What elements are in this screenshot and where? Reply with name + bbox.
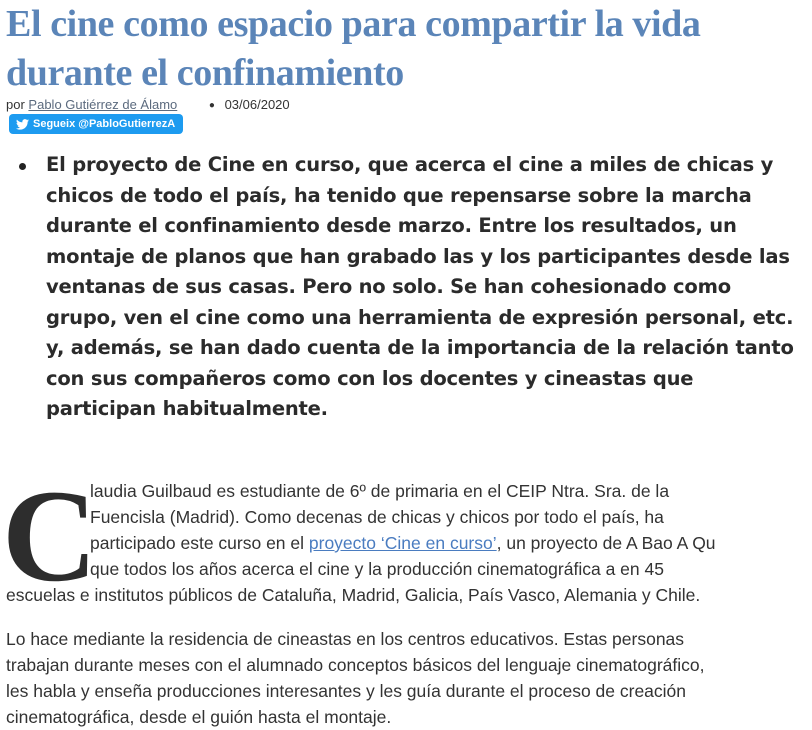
paragraph-2-line-1: Lo hace mediante la residencia de cineastas en los centros educativos. Estas personas [6,629,685,649]
paragraph-1-line-5: escuelas e institutos públicos de Cataluña, Madrid, Galicia, País Vasco, Alemania y Chile. [6,585,701,605]
summary-text: El proyecto de Cine en curso, que acerca el cine a miles de chicas y chicos de todo el país, ha tenido que repensarse sobre la marcha durante el confinamiento desde marzo. Entre los resultados, un montaje de planos que han grabado las y los participantes desde las ventanas de sus casas. Pero no solo. Se han cohesionado como grupo, ven el cine como una herramienta de expresión personal, etc. y, además, se han dado cuenta de la importancia de la relación tanto con sus compañeros como con los docentes y cineastas que participan habitualmente. [46,153,794,420]
paragraph-1-line-4: que todos los años acerca el cine y la producción cinematográfica a en 45 [90,559,664,579]
publish-date: 03/06/2020 [224,97,290,112]
byline-prefix: por [6,97,25,112]
twitter-follow-button[interactable] [9,114,183,134]
paragraph-1-text: participado este curso en el [90,533,309,553]
byline [6,96,290,115]
paragraph-1-line-1: laudia Guilbaud es estudiante de 6º de primaria en el CEIP Ntra. Sra. de la [90,481,670,501]
bullet-dot-icon [19,163,26,170]
article-title: El cine como espacio para compartir la vida durante el confinamiento [6,3,701,94]
drop-cap: C [2,462,98,609]
summary-item [46,150,806,425]
paragraph-1-line-2: Fuencisla (Madrid). Como decenas de chicas y chicos por todo el país, ha [90,507,664,527]
author-link[interactable]: Pablo Gutiérrez de Álamo [28,97,178,112]
paragraph-2-line-2: trabajan durante meses con el alumnado conceptos básicos del lenguaje cinematográfico, [6,655,705,675]
follow-label: Segueix @PabloGutierrezA [33,118,176,130]
paragraph-2-line-4: cinematográfica, desde el guión hasta el montaje. [6,707,392,727]
paragraph-2-line-3: les habla y enseña producciones interesantes y les guía durante el proceso de creación [6,681,687,701]
cine-en-curso-link[interactable]: proyecto ‘Cine en curso’ [308,533,497,553]
paragraph-1-line-3 [90,530,716,556]
paragraph-1-text-after: , un proyecto de A Bao A Qu [496,533,716,553]
article-summary [46,150,806,425]
bullet-icon: ● [208,100,215,111]
twitter-bird-icon [16,119,29,130]
